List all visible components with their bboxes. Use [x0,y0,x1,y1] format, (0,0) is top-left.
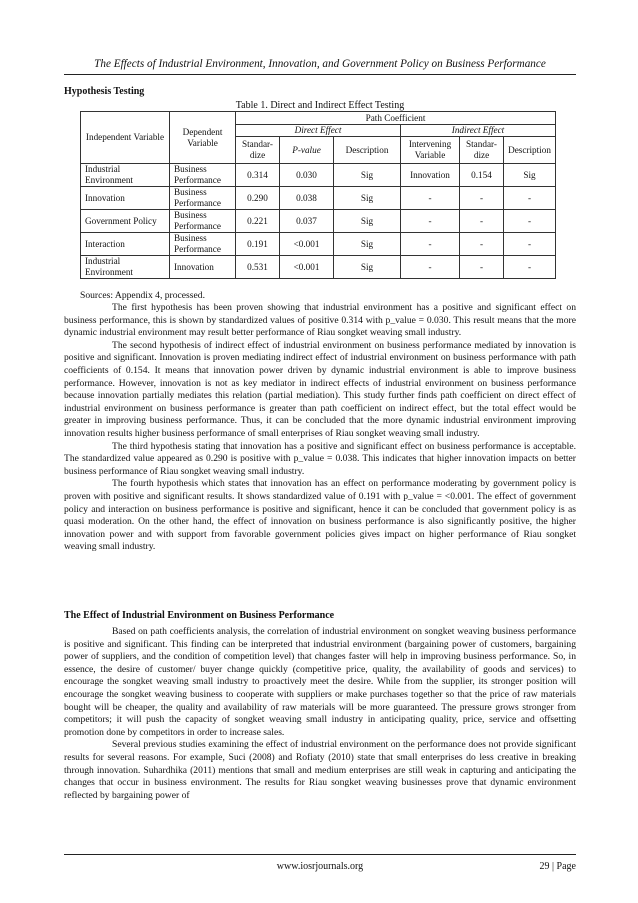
industrial-environment-discussion [64,626,576,802]
cell-description-indirect: Sig [504,164,556,187]
cell-standardize-indirect: 0.154 [460,164,504,187]
cell-description: Sig [334,187,401,210]
cell-description-indirect: - [504,187,556,210]
header-dependent-variable: Dependent Variable [170,112,236,164]
header-intervening-variable: Intervening Variable [401,137,460,164]
cell-independent: Government Policy [81,210,170,233]
header-p-value: P-value [280,137,334,164]
cell-standardize: 0.191 [236,233,280,256]
section-heading-industrial-environment: The Effect of Industrial Environment on Business Performance [64,610,335,621]
cell-dependent: Innovation [170,256,236,279]
footer-divider [64,854,576,855]
cell-intervening: - [401,256,460,279]
paragraph: The third hypothesis stating that innovation has a positive and significant effect on business performance is acceptable. The standardized value appeared as 0.290 is positive with p_value = 0.038. This indicates that higher innovation impacts on better business performance of Riau songket weaving small industry. [64,440,576,477]
cell-dependent: Business Performance [170,233,236,256]
header-independent-variable: Independent Variable [81,112,170,164]
cell-dependent: Business Performance [170,187,236,210]
footer-page-number: 29 | Page [539,861,576,872]
header-standardize: Standar-dize [236,137,280,164]
paragraph: Several previous studies examining the effect of industrial environment on the performance does not provide significant results for several reasons. For example, Suci (2008) and Rofiaty (2010) state that small enterprises do less creative in breaking through innovation. Suhardhika (2011) mentions that small and medium enterprises are still weak in capturing and anticipating the changes that occur in business environment. The results for Riau songket weaving businesses prove that dynamic environment reflected by bargaining power of [64,739,576,801]
cell-independent: Industrial Environment [81,164,170,187]
cell-description: Sig [334,233,401,256]
table-row [81,210,556,233]
cell-description: Sig [334,210,401,233]
table-row [81,187,556,210]
header-path-coefficient: Path Coefficient [236,112,556,125]
cell-description: Sig [334,164,401,187]
table-row [81,164,556,187]
cell-standardize: 0.531 [236,256,280,279]
cell-standardize-indirect: - [460,210,504,233]
section-heading-hypothesis-testing: Hypothesis Testing [64,86,145,97]
cell-intervening: Innovation [401,164,460,187]
cell-p-value: 0.030 [280,164,334,187]
cell-p-value: <0.001 [280,256,334,279]
cell-p-value: 0.037 [280,210,334,233]
header-description-indirect: Description [504,137,556,164]
cell-independent: Interaction [81,233,170,256]
cell-standardize: 0.314 [236,164,280,187]
cell-standardize-indirect: - [460,233,504,256]
table-caption: Table 1. Direct and Indirect Effect Testing [235,100,405,111]
cell-description: Sig [334,256,401,279]
paragraph: The second hypothesis of indirect effect of industrial environment on business performance mediated by innovation is positive and significant. Innovation is proven mediating indirect effect of industrial environment on business performance with path coefficients of 0.154. It means that innovation power driven by dynamic industrial environment is able to improve business performance. However, innovation is not as key mediator in indirect effects of industrial environment on business performance because innovation partially mediates this relation (partial mediation). This study further finds path coefficient on direct effect of industrial environment on business performance is greater than path coefficient on indirect effect, but the total effect would be greater in improving business performance. Thus, it can be concluded that the more dynamic industrial environment improving innovation results higher business performance of small enterprises of Riau songket weaving small industry. [64,339,576,439]
running-header: The Effects of Industrial Environment, Innovation, and Government Policy on Business Performance [64,58,576,75]
cell-intervening: - [401,233,460,256]
cell-dependent: Business Performance [170,164,236,187]
paragraph: Based on path coefficients analysis, the correlation of industrial environment on songket weaving business performance is positive and significant. This finding can be interpreted that industrial environment (bargaining power of customers, bargaining power of suppliers, and the condition of competition level) that changes faster will help in improving business performance. So, in essence, the desire of customer/ buyer change quickly (competitive price, quality, the availability of goods and services) to encourage the songket weaving small industry to proactively meet the desire. While from the supplier, its stronger position will encourage the songket weaving business to cooperate with suppliers or make purchases together so that the price of raw materials bought will be cheaper, the quality and availability of raw materials will be more guaranteed. The pressure grows stronger from competitors; it will push the capacity of songket weaving small industry in anticipating quality, price, service and offsetting promotion done by competitors in order to increase sales. [64,626,576,738]
header-standardize-indirect: Standar-dize [460,137,504,164]
cell-standardize-indirect: - [460,256,504,279]
header-description: Description [334,137,401,164]
cell-description-indirect: - [504,210,556,233]
hypothesis-discussion [64,302,576,554]
header-indirect-effect: Indirect Effect [401,125,556,137]
table-row [81,233,556,256]
paragraph: The fourth hypothesis which states that innovation has an effect on performance moderating by government policy is proven with positive and significant results. It shows standardized value of 0.191 with p_value = <0.001. The effect of government policy and interaction on business performance is positive and significant, hence it can be concluded that government policy is as quasi moderation. On the other hand, the effect of innovation on business performance is also significantly positive, the higher innovation power and with support from favorable government policies gives impact on higher performance of Riau songket weaving small industry. [64,478,576,553]
paragraph: The first hypothesis has been proven showing that industrial environment has a positive and significant effect on business performance, this is shown by standardized values of positive 0.314 with p_value = 0.030. This result means that the more dynamic industrial environment may result better performance of Riau songket weaving small industry. [64,302,576,339]
cell-independent: Industrial Environment [81,256,170,279]
cell-standardize: 0.290 [236,187,280,210]
cell-dependent: Business Performance [170,210,236,233]
cell-p-value: 0.038 [280,187,334,210]
header-direct-effect: Direct Effect [236,125,401,137]
cell-description-indirect: - [504,233,556,256]
cell-standardize: 0.221 [236,210,280,233]
table-sources-note: Sources: Appendix 4, processed. [80,290,205,301]
cell-intervening: - [401,210,460,233]
cell-standardize-indirect: - [460,187,504,210]
cell-p-value: <0.001 [280,233,334,256]
table-row [81,256,556,279]
footer-url: www.iosrjournals.org [276,861,364,872]
cell-independent: Innovation [81,187,170,210]
cell-intervening: - [401,187,460,210]
direct-indirect-effect-table [80,111,556,279]
cell-description-indirect: - [504,256,556,279]
